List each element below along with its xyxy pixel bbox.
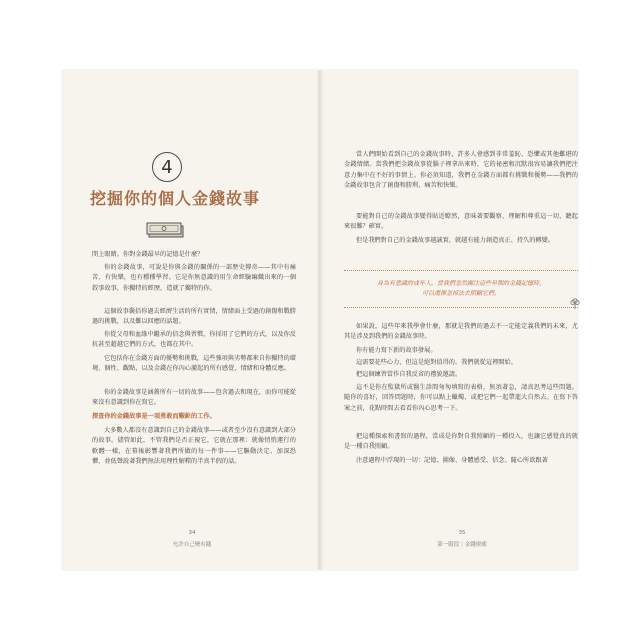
paragraph: 如果說，這些年來我學會什麼，那就是我們的過去不一定能定義我們的未來，尤其是涉及到我們的金錢故事時。	[344, 323, 578, 341]
paragraph: 你的金錢故事，可說是你與金錢的關係的一部歷史傳奇——其中有痛苦、有快樂，也有種種學習。它是你無意識的用生命經驗編織出來的一個敘事故事，你獨特的經歷，造就了獨特的你。	[92, 264, 296, 292]
paragraph: 大多數人都沒有意識到自己的金錢故事——或者至少沒有意識到大部分的故事。儘管如此，不管我們是否正視它，它就在那裡：就像悄悄運行的軟體一樣，在幕後影響著我們所做的每一件事——它驅動決定、加深恐懼，並低聲說著我們無法用理性解釋的半真半假的話。	[92, 427, 296, 466]
paragraph: 把這種探索和書寫的過程，當成是你對自我照顧的一種投入，也讓它感覺真的就是一種自我照顧。	[344, 433, 578, 451]
chapter-title: 挖掘你的個人金錢故事	[90, 189, 261, 208]
quote-line: 可以選擇忽掉法去照顧它們。	[421, 290, 500, 297]
book-gutter	[316, 70, 324, 570]
paragraph: 這需要花些心力，但這是絕對值得的。我們就從這裡開始。	[356, 359, 517, 366]
money-stack-icon	[145, 218, 187, 240]
pull-quote	[344, 270, 578, 308]
right-page	[320, 70, 578, 570]
paragraph: 當人們開始看到自己的金錢故事時，許多人會感到非常羞恥、恐懼或其他難堪的金錢情緒。當我們把金錢故事從腦子裡拿出來時，它的祕密和沉默很容易讓我們把注意力集中在不好的事情上。你必須知道，我們在金錢方面都有挑戰和優勢——我們的金錢故事包含了創傷和勝利、痛苦和快樂。	[344, 151, 578, 190]
paragraph: 注意過程中浮現的一切：記憶、圖像、身體感受、信念。隨心所欲跟著	[356, 457, 548, 464]
paragraph: 你有能力寫下新的故事發展。	[356, 347, 437, 354]
footer-book-title: 允許自己變有錢	[172, 542, 212, 548]
paragraph: 你從父母和血緣中繼承的信念與習慣，你採用了它們的方式，以及你反抗甚至超越它們的方式，也都在其中。	[92, 331, 296, 349]
paragraph: 你的金錢故事是涵蓋所有一切的故事——包含過去和現在，而你可能從來沒有意識到你在寫它。	[92, 389, 296, 407]
chapter-number-badge	[152, 152, 182, 182]
paragraph: 這個故事囊括你過去經濟生活的所有實情，情緒面上受過的創傷和戰勝過的挑戰，以及難以回應的話題。	[92, 308, 296, 326]
paragraph: 把這個練習當作自我反省的禮貌邀請。	[356, 371, 462, 378]
paragraph: 這不是你在監獄所或醫生診間匆匆填寫的表格，無須著急，請真思考這些問題。隨你的喜好，回答問題時，你可以點上蠟燭，或把它們一起帶進大自然去。在寫下答案之前，花點時間去看看你內心思考一下。	[344, 384, 578, 412]
quote-line: 身為有意識的成年人，當我們忽然關注這些早期的金錢記憶時，	[376, 280, 545, 287]
page-number-left: 34	[188, 530, 196, 536]
footer-section-title: 第一階段｜金錢療癒	[437, 542, 487, 548]
paragraph: 要能對自己的金錢故事變得貼近瞭然，意味著要觀察、理解和尊重這一切，聽起來很難？確實。	[344, 213, 578, 231]
paragraph: 但是我們對自己的金錢故事越誠實，就越有能力創造真正、持久的轉變。	[356, 237, 554, 244]
paragraph: 閉上眼睛。你對金錢最早的記憶是什麼？	[92, 251, 204, 258]
chapter-number: 4	[161, 156, 173, 178]
flower-icon	[568, 296, 582, 310]
paragraph: 它包括你在金錢方面的優勢和挑戰，這些強項與劣勢都來自你獨特的環境、個性、觀點，以及金錢在你內心激起的所有感覺、情緒和身體反應。	[92, 355, 296, 373]
page-number-right: 35	[458, 530, 466, 536]
highlight-sentence: 探查你的金錢故事是一項勇敢而艱鉅的工作。	[92, 413, 216, 420]
